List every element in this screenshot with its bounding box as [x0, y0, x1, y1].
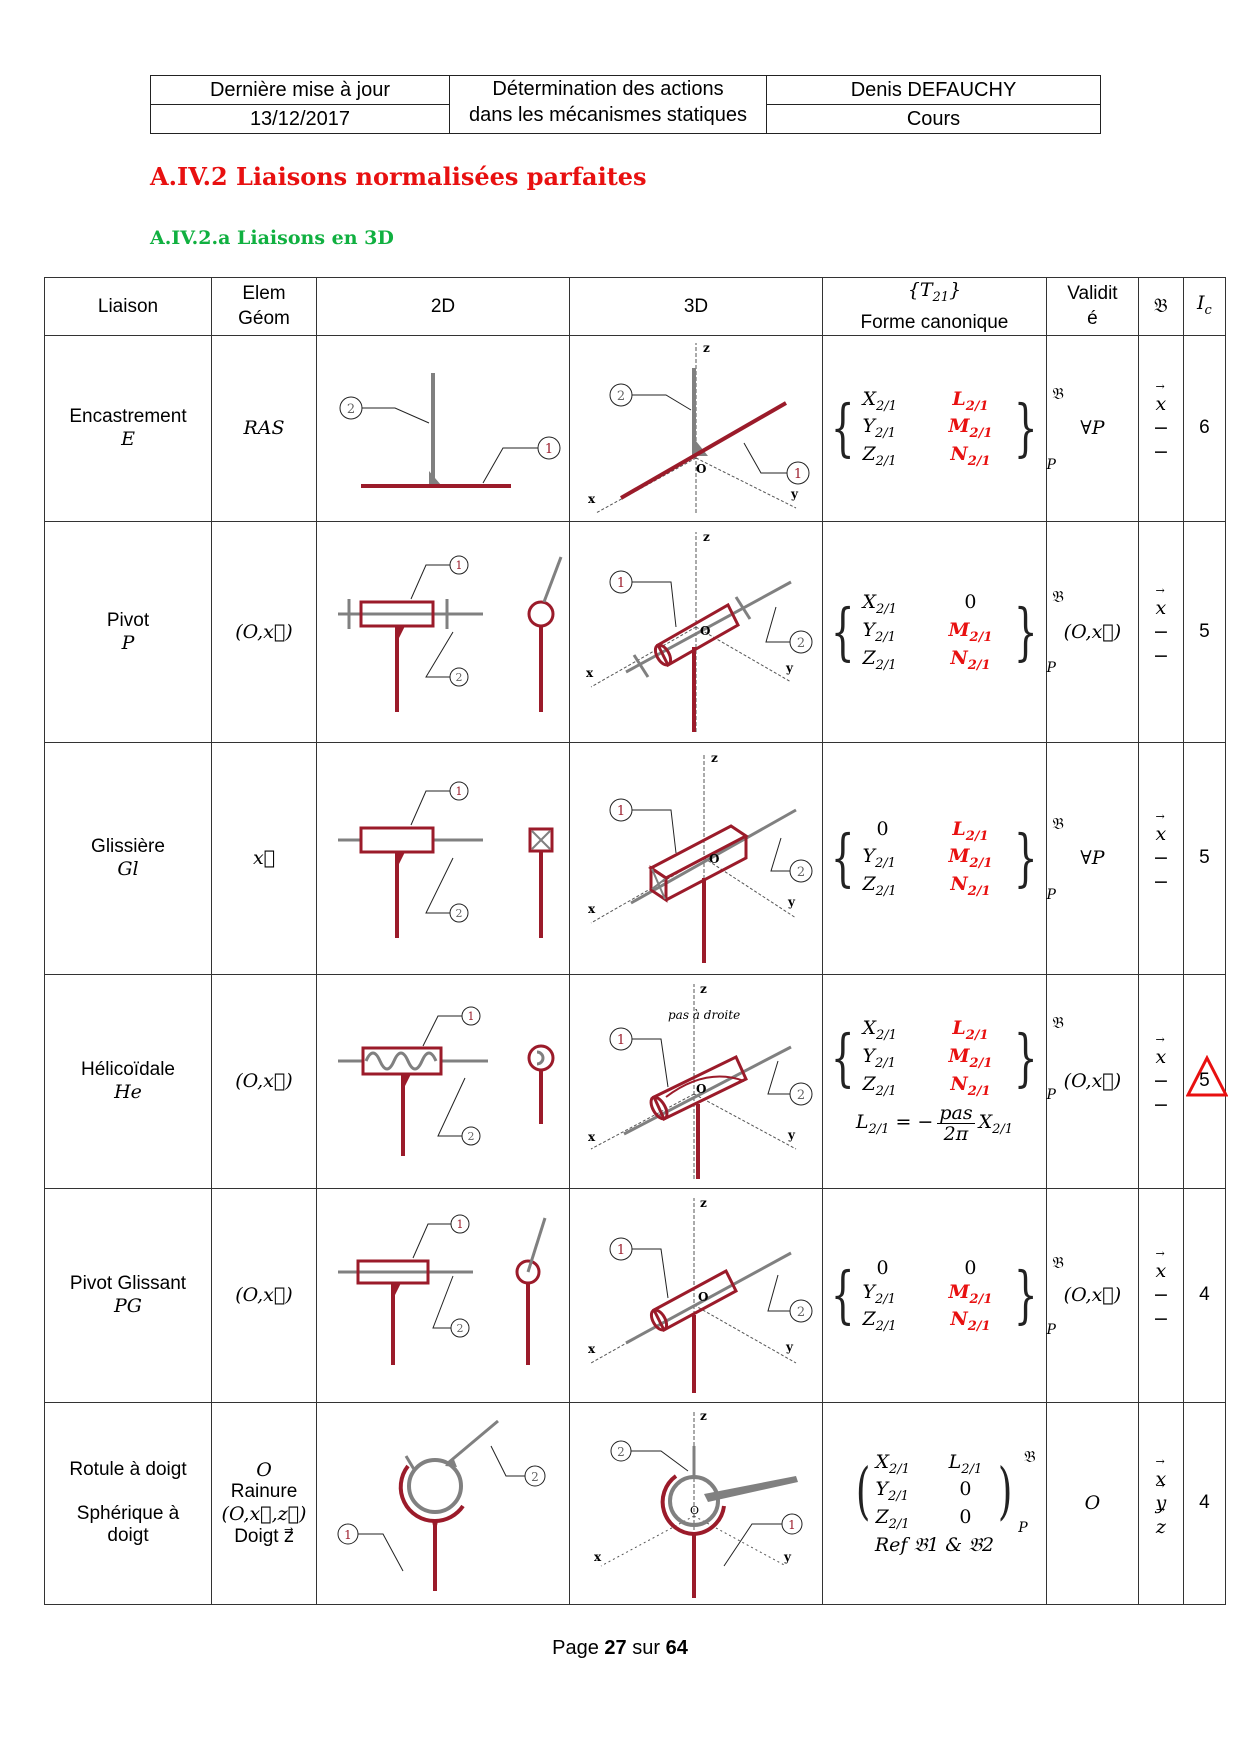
schema-3d-pivot-glissant [570, 1188, 823, 1402]
svg-text:1: 1 [616, 804, 626, 820]
elem-geom: (O,x⃗) [212, 974, 317, 1188]
schema-2d-pivot-glissant [317, 1188, 570, 1402]
svg-text:x: x [588, 1341, 596, 1356]
table-row-encastrement [45, 335, 1226, 521]
svg-text:x: x [586, 665, 594, 680]
svg-text:2: 2 [796, 1087, 806, 1103]
torseur: { $X_{2/1}$ $L_{2/1}$ $Y_{2/1}$ $M_{2/1}$ $Z_{2/1}$ $N_{2/1}$ } 𝔅 P $L_{2/1}$ = − pas 2π $X_{2/1}$ [823, 974, 1047, 1188]
author: Denis DEFAUCHY [767, 76, 1101, 105]
table-row-rotule-a-doigt [45, 1402, 1226, 1604]
col-3d: 3D [570, 278, 823, 336]
col-validite: Validit é [1046, 278, 1138, 336]
schema-2d-helicoidale [317, 974, 570, 1188]
helicoidale-2d-icon [323, 996, 563, 1166]
svg-text:O: O [696, 1081, 707, 1096]
svg-text:1: 1 [456, 1218, 464, 1232]
section-title: A.IV.2 Liaisons normalisées parfaites [150, 162, 647, 191]
schema-2d-glissiere [317, 742, 570, 974]
document-type: Cours [767, 105, 1101, 134]
svg-text:2: 2 [796, 635, 806, 651]
svg-text:y: y [788, 1127, 795, 1142]
schema-3d-glissiere [570, 742, 823, 974]
glissiere-3d-icon [576, 748, 816, 968]
ic: 5 [1183, 974, 1225, 1188]
svg-text:O: O [690, 1503, 700, 1517]
svg-text:z: z [700, 1408, 707, 1423]
torseur: { 0 0 $Y_{2/1}$ $M_{2/1}$ $Z_{2/1}$ $N_{2/1}$ } 𝔅 P [823, 1188, 1047, 1402]
col-ic: $I_c$ [1183, 278, 1225, 336]
reference-bases: Ref 𝔅1 & 𝔅2 [874, 1533, 995, 1556]
col-2d: 2D [317, 278, 570, 336]
schema-3d-pivot [570, 521, 823, 742]
svg-text:O: O [696, 462, 707, 477]
schema-2d-encastrement [317, 335, 570, 521]
pivot-3d-icon [576, 527, 816, 737]
pivot-2d-icon [323, 547, 563, 717]
helicoidale-3d-icon [576, 979, 816, 1184]
svg-text:1: 1 [793, 467, 803, 483]
last-update-date: 13/12/2017 [151, 105, 450, 134]
glissiere-2d-icon [323, 773, 563, 943]
ic: 5 [1183, 521, 1225, 742]
validite: ∀P [1046, 335, 1138, 521]
table-header-row [45, 278, 1226, 336]
rotule-a-doigt-3d-icon [576, 1406, 816, 1601]
svg-text:2: 2 [616, 389, 626, 405]
svg-text:x: x [588, 492, 596, 507]
document-header [150, 75, 1101, 134]
torseur: { $X_{2/1}$ 0 $Y_{2/1}$ $M_{2/1}$ $Z_{2/1}$ $N_{2/1}$ } 𝔅 P [823, 521, 1047, 742]
page-footer: Page 27 sur 64 [552, 1637, 688, 1659]
svg-text:x: x [594, 1549, 602, 1564]
base: → x − − [1138, 335, 1183, 521]
schema-3d-encastrement [570, 335, 823, 521]
total-pages: 64 [665, 1637, 688, 1659]
base: → x − − [1138, 974, 1183, 1188]
elem-geom: (O,x⃗) [212, 1188, 317, 1402]
encastrement-3d-icon [576, 338, 816, 518]
liaison-name: Rotule à doigt Sphérique à doigt [45, 1402, 212, 1604]
liaisons-table [44, 277, 1226, 1605]
svg-text:2: 2 [796, 865, 806, 881]
svg-text:1: 1 [788, 1517, 796, 1532]
svg-text:2: 2 [455, 907, 463, 921]
svg-text:y: y [786, 660, 793, 675]
svg-text:z: z [711, 751, 718, 766]
svg-text:z: z [703, 529, 710, 544]
svg-text:2: 2 [467, 1130, 475, 1144]
base: → x − − [1138, 1188, 1183, 1402]
elem-geom: RAS [212, 335, 317, 521]
helicoidale-relation: $L_{2/1}$ = − pas 2π $X_{2/1}$ [855, 1101, 1014, 1146]
svg-text:1: 1 [344, 1527, 352, 1542]
svg-text:y: y [784, 1549, 791, 1564]
schema-2d-rotule-a-doigt [317, 1402, 570, 1604]
elem-geom: (O,x⃗) [212, 521, 317, 742]
validite: O [1046, 1402, 1138, 1604]
last-update-label: Dernière mise à jour [151, 76, 450, 105]
torseur: ( $X_{2/1}$ $L_{2/1}$ $Y_{2/1}$ 0 $Z_{2/1}$ 0 ) 𝔅 P Ref 𝔅1 & 𝔅2 [823, 1402, 1047, 1604]
svg-text:1: 1 [616, 575, 626, 591]
validite: (O,x⃗) [1046, 521, 1138, 742]
svg-text:2: 2 [531, 1469, 539, 1484]
ic: 6 [1183, 335, 1225, 521]
svg-text:x: x [588, 902, 596, 917]
ic: 4 [1183, 1188, 1225, 1402]
table-row-helicoidale [45, 974, 1226, 1188]
svg-text:2: 2 [617, 1444, 625, 1459]
svg-text:2: 2 [456, 1322, 464, 1336]
base: → x → y → z [1138, 1402, 1183, 1604]
torseur: { 0 $L_{2/1}$ $Y_{2/1}$ $M_{2/1}$ $Z_{2/1}$ $N_{2/1}$ } 𝔅 P [823, 742, 1047, 974]
svg-text:O: O [698, 1289, 709, 1304]
svg-text:1: 1 [455, 785, 463, 799]
svg-text:1: 1 [616, 1032, 626, 1048]
svg-text:y: y [786, 1339, 793, 1354]
table-row-pivot [45, 521, 1226, 742]
encastrement-2d-icon [323, 353, 563, 503]
col-liaison: Liaison [45, 278, 212, 336]
svg-text:1: 1 [455, 558, 463, 572]
svg-text:O: O [709, 852, 720, 867]
document-title-line2: dans les mécanismes statiques [469, 104, 747, 126]
liaison-name: Pivot Glissant PG [45, 1188, 212, 1402]
ic: 5 [1183, 742, 1225, 974]
svg-text:y: y [791, 487, 798, 502]
svg-text:1: 1 [467, 1010, 475, 1024]
elem-geom: O Rainure (O,x⃗,z⃗) Doigt z⃗ [212, 1402, 317, 1604]
svg-text:z: z [700, 981, 707, 996]
col-base: 𝔅 [1138, 278, 1183, 336]
svg-text:2: 2 [796, 1304, 806, 1320]
schema-2d-pivot [317, 521, 570, 742]
document-title-line1: Détermination des actions [492, 78, 724, 100]
col-torseur: $\{T_{21}\}$ Forme canonique [823, 278, 1047, 336]
validite: (O,x⃗) [1046, 974, 1138, 1188]
svg-text:pas à droite: pas à droite [668, 1007, 741, 1022]
torseur: { $X_{2/1}$ $L_{2/1}$ $Y_{2/1}$ $M_{2/1}$ $Z_{2/1}$ $N_{2/1}$ } 𝔅 P [823, 335, 1047, 521]
svg-text:O: O [700, 623, 711, 638]
liaison-name: Pivot P [45, 521, 212, 742]
pivot-glissant-3d-icon [576, 1193, 816, 1398]
document-title [450, 76, 767, 134]
schema-3d-rotule-a-doigt [570, 1402, 823, 1604]
svg-text:2: 2 [346, 402, 356, 418]
liaison-name: Glissière Gl [45, 742, 212, 974]
validite: ∀P [1046, 742, 1138, 974]
table-row-glissiere [45, 742, 1226, 974]
svg-text:2: 2 [455, 670, 463, 684]
svg-text:z: z [700, 1195, 707, 1210]
validite: (O,x⃗) [1046, 1188, 1138, 1402]
col-elem-geom: Elem Géom [212, 278, 317, 336]
schema-3d-helicoidale [570, 974, 823, 1188]
base: → x − − [1138, 742, 1183, 974]
table-row-pivot-glissant [45, 1188, 1226, 1402]
elem-geom: x⃗ [212, 742, 317, 974]
svg-text:1: 1 [616, 1242, 626, 1258]
pivot-glissant-2d-icon [323, 1210, 563, 1380]
ic: 4 [1183, 1402, 1225, 1604]
base: → x − − [1138, 521, 1183, 742]
svg-text:1: 1 [544, 442, 554, 458]
current-page: 27 [604, 1637, 627, 1659]
svg-text:y: y [788, 895, 795, 910]
rotule-a-doigt-2d-icon [323, 1411, 563, 1596]
svg-text:z: z [703, 341, 710, 356]
svg-text:x: x [588, 1129, 596, 1144]
liaison-name: Hélicoïdale He [45, 974, 212, 1188]
subsection-title: A.IV.2.a Liaisons en 3D [150, 227, 394, 249]
liaison-name: Encastrement E [45, 335, 212, 521]
